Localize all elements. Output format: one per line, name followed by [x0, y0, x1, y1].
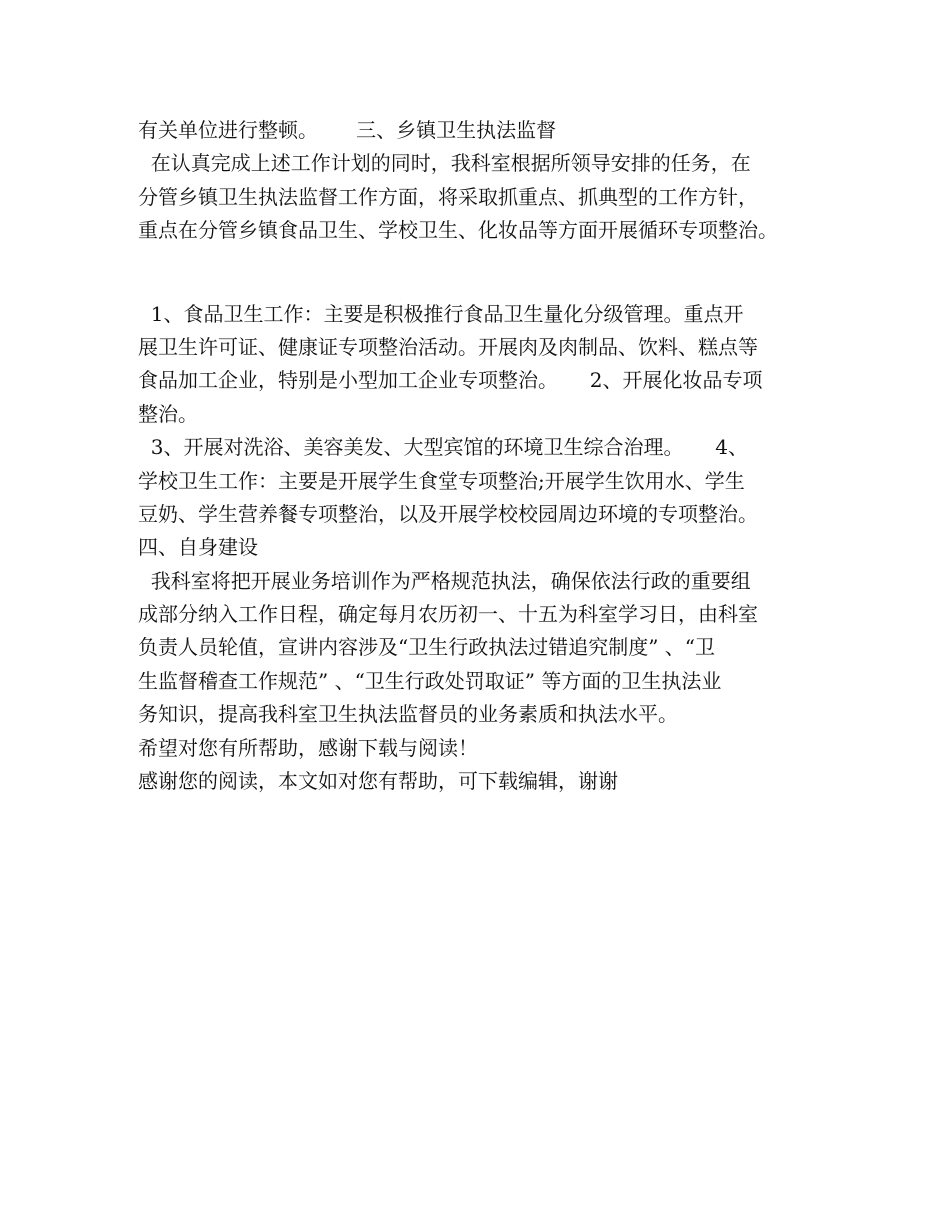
- text-line: 负责人员轮值，宣讲内容涉及“卫生行政执法过错追究制度” 、“卫: [138, 635, 716, 660]
- document-body: [138, 114, 828, 798]
- text-line: 豆奶、学生营养餐专项整治，以及开展学校校园周边环境的专项整治。: [138, 501, 758, 526]
- text-line: 展卫生许可证、健康证专项整治活动。开展肉及肉制品、饮料、糕点等: [138, 334, 758, 359]
- text-line: 学校卫生工作：主要是开展学生食堂专项整治;开展学生饮用水、学生: [138, 468, 745, 493]
- text-line: 1、食品卫生工作：主要是积极推行食品卫生量化分级管理。重点开: [138, 301, 744, 326]
- text-line: 务知识，提高我科室卫生执法监督员的业务素质和执法水平。: [138, 702, 678, 727]
- closing-line: 希望对您有所帮助，感谢下载与阅读！: [138, 735, 478, 760]
- text-line: 生监督稽查工作规范” 、“卫生行政处罚取证” 等方面的卫生执法业: [138, 668, 722, 693]
- section-heading: 四、自身建设: [138, 535, 258, 560]
- text-line: 整治。: [138, 401, 198, 426]
- text-line: 重点在分管乡镇食品卫生、学校卫生、化妆品等方面开展循环专项整治。: [138, 218, 778, 243]
- text-line: 食品加工企业，特别是小型加工企业专项整治。 2、开展化妆品专项: [138, 368, 763, 393]
- text-line: 有关单位进行整顿。 三、乡镇卫生执法监督: [138, 118, 557, 142]
- text-line: 分管乡镇卫生执法监督工作方面，将采取抓重点、抓典型的工作方针，: [138, 184, 758, 209]
- closing-line: 感谢您的阅读，本文如对您有帮助，可下载编辑，谢谢: [138, 769, 618, 794]
- text-line: 3、开展对洗浴、美容美发、大型宾馆的环境卫生综合治理。 4、: [138, 435, 748, 460]
- text-line: 在认真完成上述工作计划的同时，我科室根据所领导安排的任务，在: [138, 151, 751, 176]
- paragraph-gap: [138, 248, 828, 298]
- text-line: 我科室将把开展业务培训作为严格规范执法，确保依法行政的重要组: [138, 568, 751, 593]
- text-line: 成部分纳入工作日程，确定每月农历初一、十五为科室学习日，由科室: [138, 602, 758, 627]
